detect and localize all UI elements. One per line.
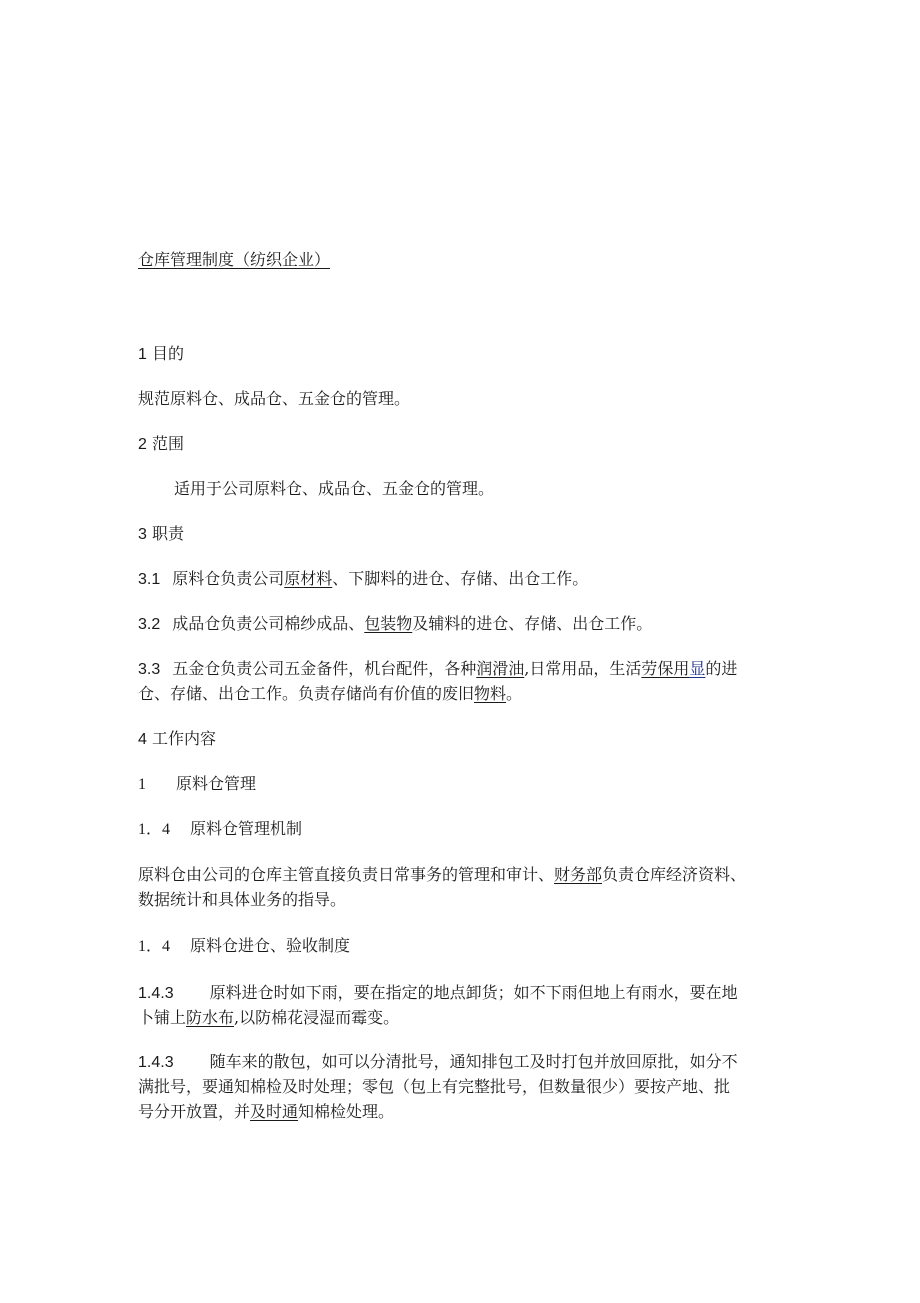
item-text: 及辅料的进仓、存储、出仓工作。 <box>412 614 653 633</box>
item-number: 1.4.3 <box>138 985 174 1002</box>
paragraph-text: 知棉检处理。 <box>298 1102 395 1121</box>
paragraph-text: 数据统计和具体业务的指导。 <box>138 890 347 909</box>
section-2-body <box>138 478 788 500</box>
paragraph-text: 适用于公司原料仓、成品仓、五金仓的管理。 <box>174 479 495 498</box>
section-number: 3 <box>138 526 147 543</box>
paragraph-text: 随车来的散包，如可以分清批号，通知排包工及时打包并放回原批，如分不 <box>209 1052 738 1071</box>
paragraph-1-4-3-a-line-2 <box>138 1007 788 1029</box>
subsection-heading-text: 原料仓管理机制 <box>190 819 303 838</box>
item-text: 成品仓负责公司棉纱成品、 <box>172 614 365 633</box>
subsection-heading-text: 原料仓进仓、验收制度 <box>190 936 351 955</box>
subsection-1-heading <box>138 773 788 796</box>
paragraph-1-4-3-b-line-2 <box>138 1076 788 1098</box>
item-number: 1．4 <box>138 821 171 838</box>
item-number: 3.3 <box>138 661 161 678</box>
link-labor-protection[interactable]: 劳保用 <box>641 659 690 678</box>
section-heading-text: 范围 <box>152 434 185 453</box>
link-timely-notice[interactable]: 及时通 <box>250 1102 299 1121</box>
paragraph-1-4-3-a-line-1 <box>138 982 788 1005</box>
link-lubricant[interactable]: 润滑油 <box>476 659 525 678</box>
item-3-3-line-1 <box>138 658 788 681</box>
item-3-2 <box>138 613 788 636</box>
item-3-3-line-2 <box>138 683 788 705</box>
item-number: 1．4 <box>138 938 171 955</box>
paragraph-text: 原料仓由公司的仓库主管直接负责日常事务的管理和审计、 <box>138 865 555 884</box>
subsection-1-4-body-line-2 <box>138 889 788 911</box>
item-3-1 <box>138 568 788 591</box>
item-number: 1.4.3 <box>138 1054 174 1071</box>
title-text: 仓库管理制度（纺织企业） <box>138 250 331 269</box>
item-number: 1 <box>138 776 146 793</box>
paragraph-text: 原料进仓时如下雨，要在指定的地点卸货；如不下雨但地上有雨水，要在地 <box>209 983 738 1002</box>
item-number: 3.1 <box>138 571 161 588</box>
paragraph-1-4-3-b-line-1 <box>138 1051 788 1074</box>
section-4-heading <box>138 728 788 751</box>
section-heading-text: 工作内容 <box>152 729 217 748</box>
item-text: 的进 <box>705 659 738 678</box>
section-1-body <box>138 388 788 410</box>
link-materials[interactable]: 物料 <box>474 684 507 703</box>
subsection-1-4-b-heading <box>138 935 788 958</box>
paragraph-text: 负责仓库经济资料、 <box>602 865 747 884</box>
paragraph-text: 满批号，要通知棉检及时处理；零包（包上有完整批号，但数量很少）要按产地、批 <box>138 1077 731 1096</box>
section-number: 1 <box>138 346 147 363</box>
section-1-heading <box>138 343 788 366</box>
section-2-heading <box>138 433 788 456</box>
section-heading-text: 目的 <box>152 344 185 363</box>
paragraph-text: 卜铺上 <box>138 1008 187 1027</box>
section-number: 2 <box>138 436 147 453</box>
item-text: ,日常用品，生活 <box>524 659 642 678</box>
item-number: 3.2 <box>138 616 161 633</box>
paragraph-text: 号分开放置，并 <box>138 1102 251 1121</box>
section-heading-text: 职责 <box>152 524 185 543</box>
subsection-1-4-heading <box>138 818 788 841</box>
item-text: 。 <box>506 684 523 703</box>
link-raw-materials[interactable]: 原材料 <box>284 569 333 588</box>
paragraph-text: ,以防棉花浸湿而霉变。 <box>234 1008 400 1027</box>
item-text: 五金仓负责公司五金备件，机台配件，各种 <box>172 659 477 678</box>
paragraph-1-4-3-b-line-3 <box>138 1101 788 1123</box>
link-packaging[interactable]: 包装物 <box>364 614 413 633</box>
item-text: 原料仓负责公司 <box>172 569 285 588</box>
item-text: 仓、存储、出仓工作。负责存储尚有价值的废旧 <box>138 684 475 703</box>
subsection-1-4-body-line-1 <box>138 864 788 886</box>
document-title <box>138 249 788 271</box>
section-number: 4 <box>138 731 147 748</box>
link-fragment[interactable]: 显 <box>689 659 706 678</box>
link-finance-dept[interactable]: 财务部 <box>554 865 603 884</box>
paragraph-text: 规范原料仓、成品仓、五金仓的管理。 <box>138 389 411 408</box>
section-3-heading <box>138 523 788 546</box>
link-waterproof-cloth[interactable]: 防水布 <box>186 1008 235 1027</box>
subsection-heading-text: 原料仓管理 <box>176 774 257 793</box>
item-text: 、下脚料的进仓、存储、出仓工作。 <box>332 569 589 588</box>
